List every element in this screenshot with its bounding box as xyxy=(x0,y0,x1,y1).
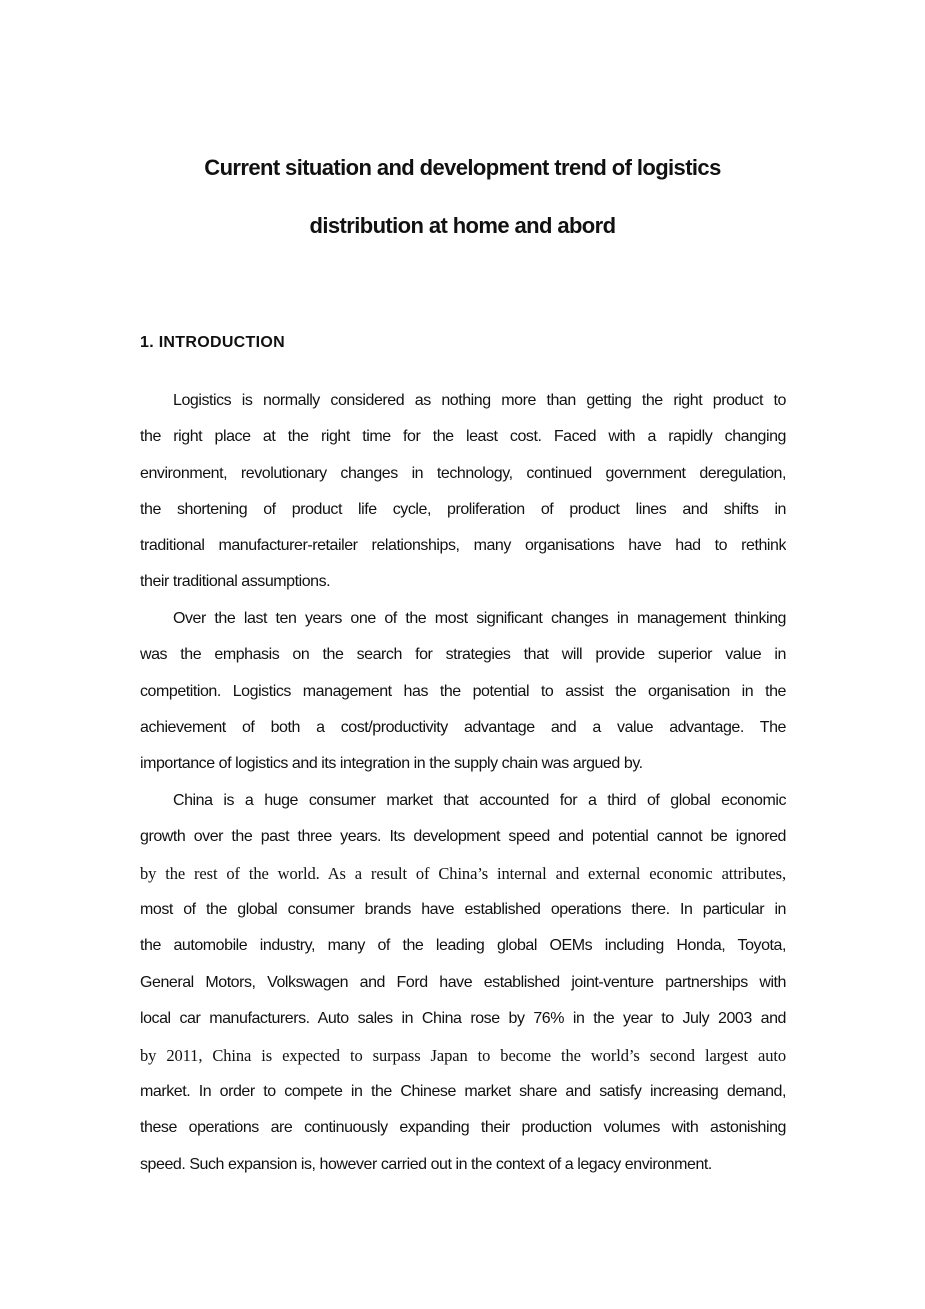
body-line: most of the global consumer brands have established operations there. In particular in xyxy=(140,901,786,918)
body-line: Over the last ten years one of the most significant changes in management thinking xyxy=(173,610,786,627)
body-line: the automobile industry, many of the leading global OEMs including Honda, Toyota, xyxy=(140,937,786,954)
body-line: market. In order to compete in the Chinese market share and satisfy increasing demand, xyxy=(140,1083,786,1100)
body-line: competition. Logistics management has the potential to assist the organisation in the xyxy=(140,683,786,700)
body-line: General Motors, Volkswagen and Ford have established joint-venture partnerships with xyxy=(140,974,786,991)
body-line: Logistics is normally considered as nothing more than getting the right product to xyxy=(173,392,786,409)
body-line: local car manufacturers. Auto sales in China rose by 76% in the year to July 2003 and xyxy=(140,1010,786,1027)
body-line: speed. Such expansion is, however carried out in the context of a legacy environment. xyxy=(140,1156,712,1173)
document-title-line-2: distribution at home and abord xyxy=(309,213,616,238)
body-line: was the emphasis on the search for strategies that will provide superior value in xyxy=(140,646,786,663)
body-line: growth over the past three years. Its development speed and potential cannot be ignored xyxy=(140,828,786,845)
body-line: China is a huge consumer market that accounted for a third of global economic xyxy=(173,792,786,809)
body-line: importance of logistics and its integration in the supply chain was argued by. xyxy=(140,755,643,772)
body-line: achievement of both a cost/productivity advantage and a value advantage. The xyxy=(140,719,786,736)
body-line: by 2011, China is expected to surpass Japan to become the world’s second largest auto xyxy=(140,1046,786,1065)
document-title-line-1: Current situation and development trend of logistics xyxy=(204,155,721,180)
section-heading: 1. INTRODUCTION xyxy=(140,334,285,351)
body-line: by the rest of the world. As a result of China’s internal and external economic attributes, xyxy=(140,864,786,883)
body-line: their traditional assumptions. xyxy=(140,573,331,590)
body-line: these operations are continuously expanding their production volumes with astonishing xyxy=(140,1119,786,1136)
body-line: the shortening of product life cycle, proliferation of product lines and shifts in xyxy=(140,501,786,518)
body-line: environment, revolutionary changes in technology, continued government deregulation, xyxy=(140,465,786,482)
body-line: the right place at the right time for the least cost. Faced with a rapidly changing xyxy=(140,428,786,445)
body-line: traditional manufacturer-retailer relationships, many organisations have had to rethink xyxy=(140,537,786,554)
